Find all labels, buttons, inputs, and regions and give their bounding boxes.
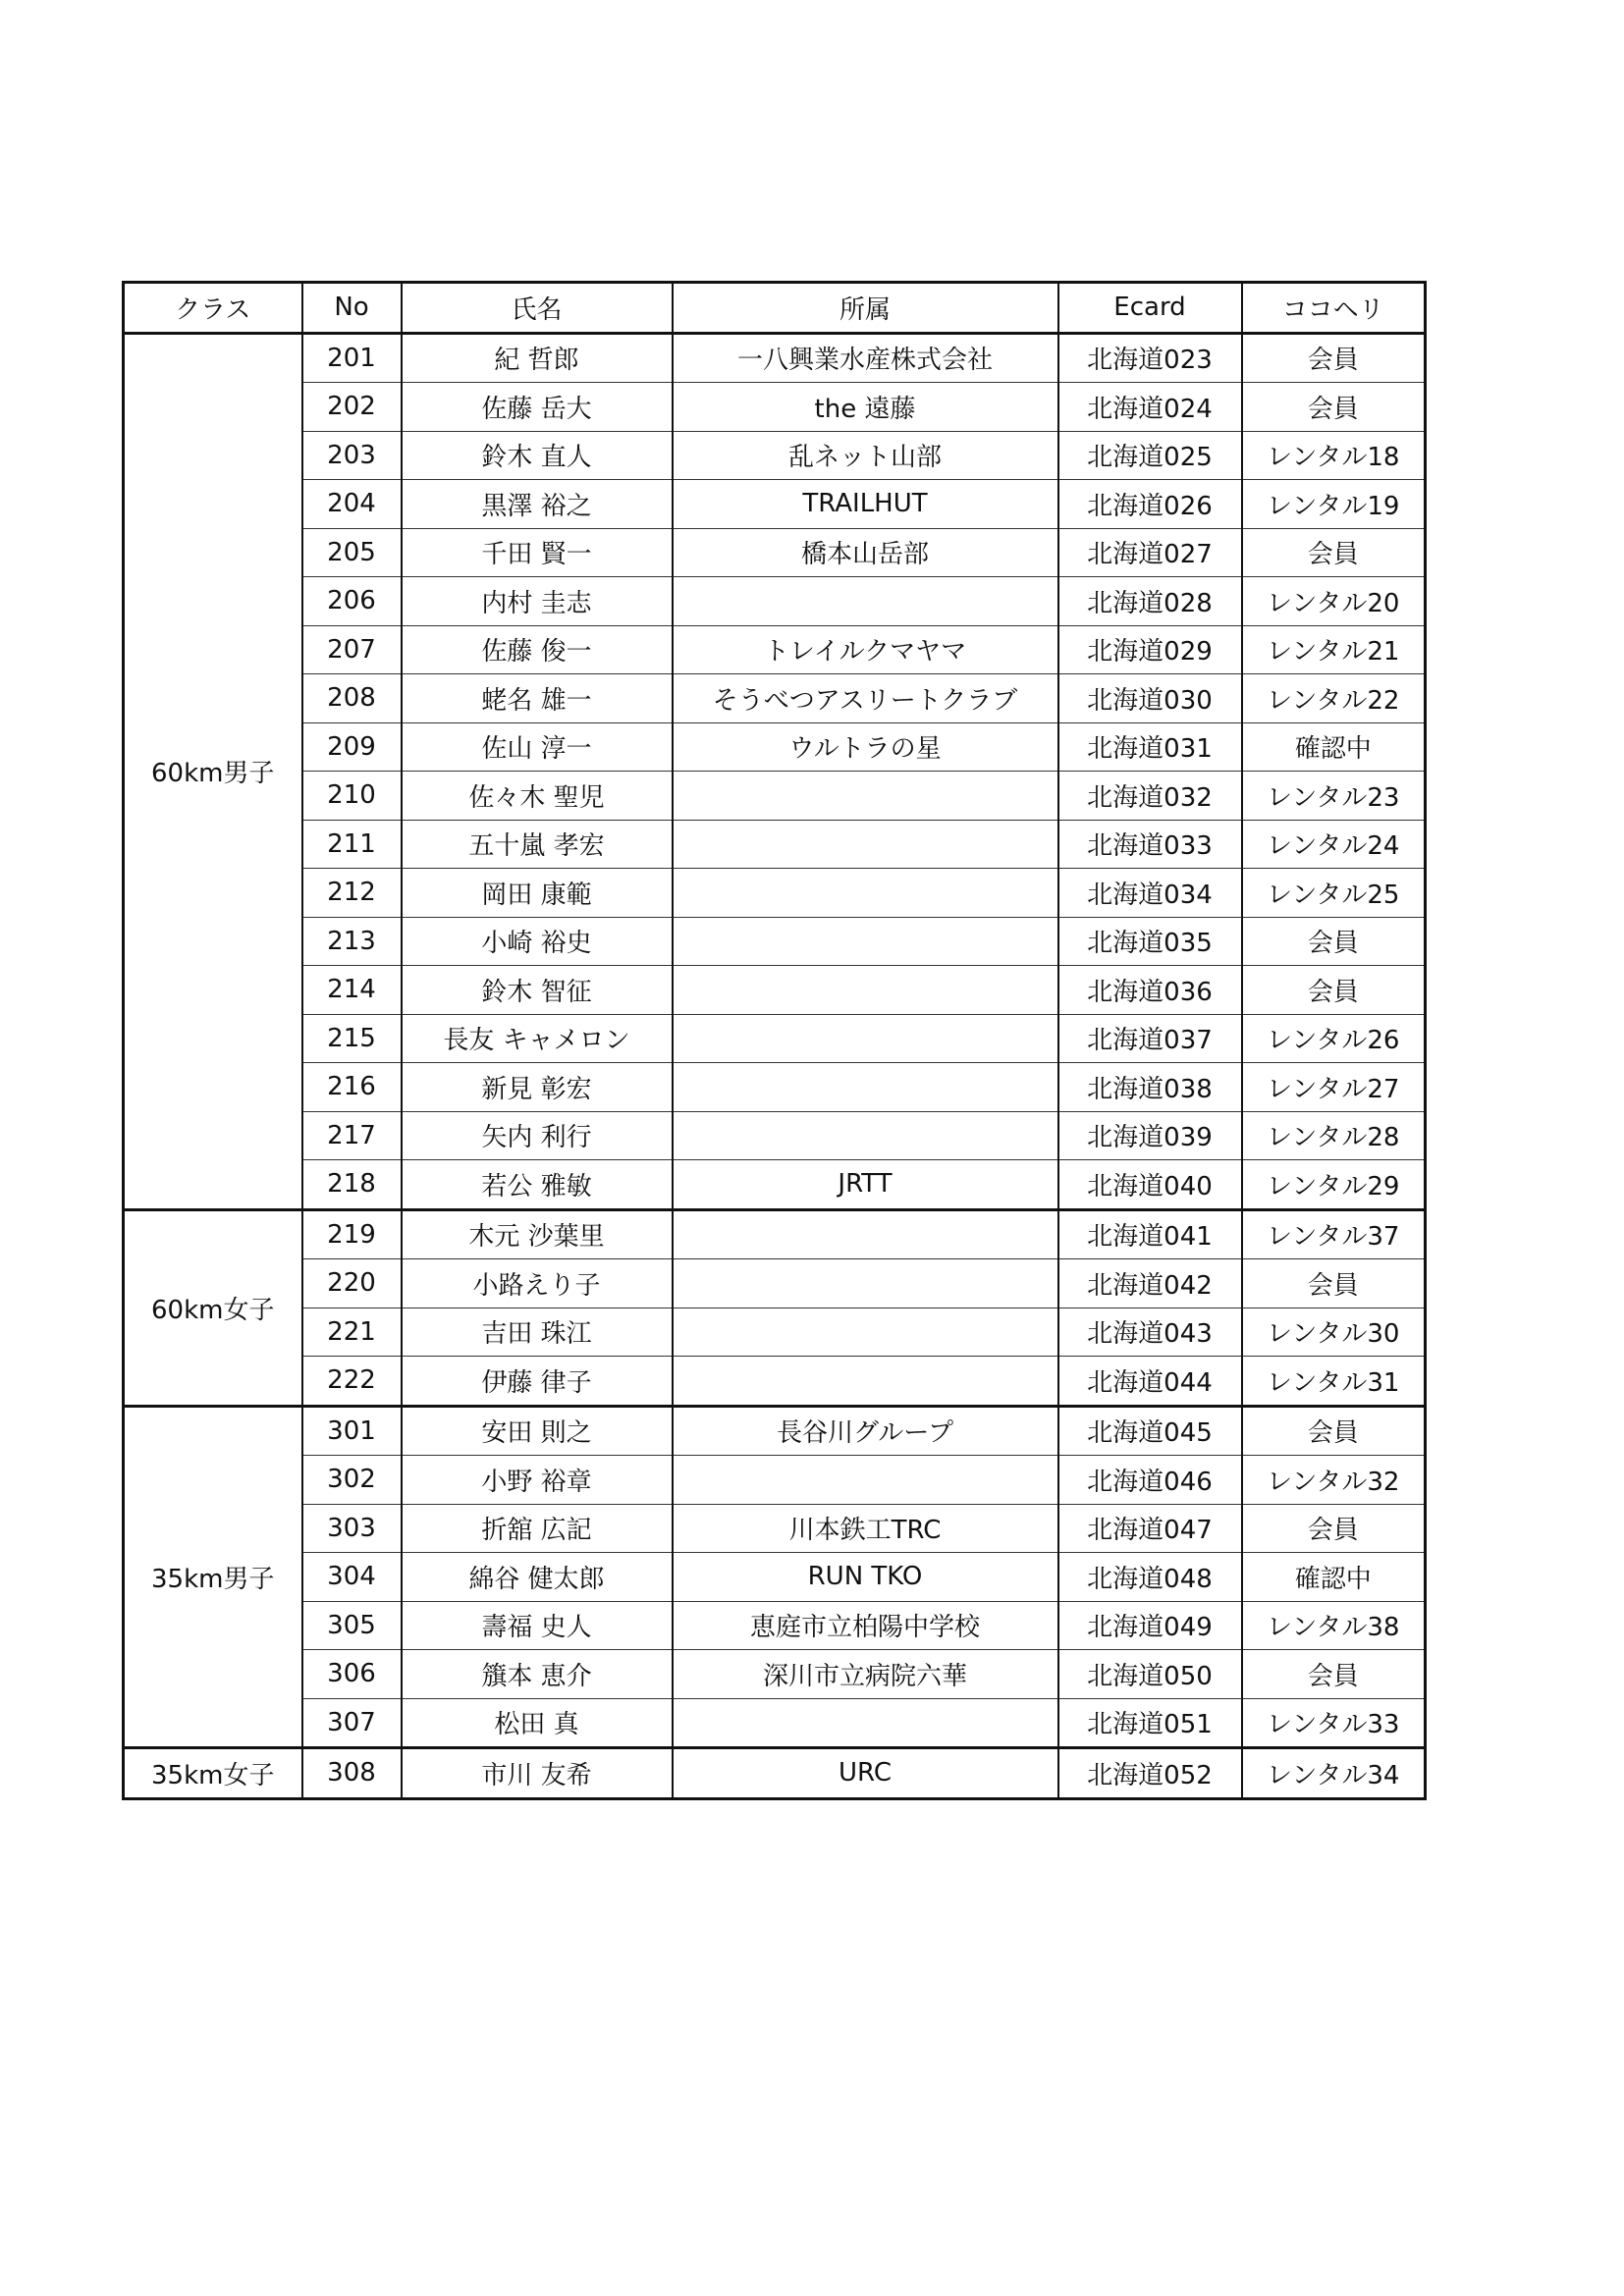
name-cell: 佐藤 俊一 (402, 625, 673, 674)
ecard-cell: 北海道040 (1058, 1160, 1242, 1210)
no-cell: 220 (302, 1259, 402, 1308)
no-cell: 301 (302, 1406, 402, 1456)
header-class: クラス (124, 283, 302, 334)
cocoheli-cell: 確認中 (1242, 722, 1426, 772)
affiliation-cell: 一八興業水産株式会社 (673, 333, 1058, 383)
ecard-cell: 北海道033 (1058, 820, 1242, 869)
class-cell: 35km女子 (124, 1748, 302, 1799)
affiliation-cell: 長谷川グループ (673, 1406, 1058, 1456)
name-cell: 佐山 淳一 (402, 722, 673, 772)
affiliation-cell (673, 772, 1058, 821)
no-cell: 214 (302, 966, 402, 1015)
ecard-cell: 北海道045 (1058, 1406, 1242, 1456)
no-cell: 211 (302, 820, 402, 869)
ecard-cell: 北海道027 (1058, 528, 1242, 577)
ecard-cell: 北海道044 (1058, 1357, 1242, 1407)
ecard-cell: 北海道052 (1058, 1748, 1242, 1799)
cocoheli-cell: レンタル34 (1242, 1748, 1426, 1799)
no-cell: 221 (302, 1308, 402, 1357)
affiliation-cell: RUN TKO (673, 1553, 1058, 1602)
affiliation-cell (673, 1308, 1058, 1357)
cocoheli-cell: レンタル28 (1242, 1111, 1426, 1160)
no-cell: 212 (302, 869, 402, 918)
name-cell: 佐々木 聖児 (402, 772, 673, 821)
table-row (124, 917, 1426, 966)
ecard-cell: 北海道037 (1058, 1014, 1242, 1063)
table-row (124, 1698, 1426, 1748)
ecard-cell: 北海道043 (1058, 1308, 1242, 1357)
cocoheli-cell: レンタル20 (1242, 577, 1426, 626)
no-cell: 222 (302, 1357, 402, 1407)
table-row (124, 1063, 1426, 1112)
class-cell: 60km女子 (124, 1209, 302, 1406)
no-cell: 205 (302, 528, 402, 577)
name-cell: 矢内 利行 (402, 1111, 673, 1160)
ecard-cell: 北海道031 (1058, 722, 1242, 772)
affiliation-cell: ウルトラの星 (673, 722, 1058, 772)
cocoheli-cell: レンタル27 (1242, 1063, 1426, 1112)
ecard-cell: 北海道036 (1058, 966, 1242, 1015)
name-cell: 鈴木 智征 (402, 966, 673, 1015)
affiliation-cell: JRTT (673, 1160, 1058, 1210)
cocoheli-cell: レンタル30 (1242, 1308, 1426, 1357)
name-cell: 内村 圭志 (402, 577, 673, 626)
cocoheli-cell: 会員 (1242, 1406, 1426, 1456)
cocoheli-cell: レンタル33 (1242, 1698, 1426, 1748)
no-cell: 207 (302, 625, 402, 674)
name-cell: 佐藤 岳大 (402, 383, 673, 432)
table-row (124, 1553, 1426, 1602)
no-cell: 302 (302, 1456, 402, 1505)
name-cell: 若公 雅敏 (402, 1160, 673, 1210)
affiliation-cell: TRAILHUT (673, 480, 1058, 529)
table-header (124, 283, 1426, 334)
class-group (124, 1209, 1426, 1406)
cocoheli-cell: レンタル37 (1242, 1209, 1426, 1259)
no-cell: 208 (302, 674, 402, 723)
name-cell: 吉田 珠江 (402, 1308, 673, 1357)
ecard-cell: 北海道023 (1058, 333, 1242, 383)
table-row (124, 1259, 1426, 1308)
no-cell: 219 (302, 1209, 402, 1259)
no-cell: 307 (302, 1698, 402, 1748)
affiliation-cell (673, 820, 1058, 869)
no-cell: 303 (302, 1504, 402, 1553)
entry-list-table (122, 281, 1427, 1800)
table-row (124, 966, 1426, 1015)
affiliation-cell (673, 966, 1058, 1015)
class-cell: 60km男子 (124, 333, 302, 1209)
table-row (124, 383, 1426, 432)
no-cell: 201 (302, 333, 402, 383)
cocoheli-cell: 会員 (1242, 383, 1426, 432)
cocoheli-cell: 会員 (1242, 966, 1426, 1015)
table-row (124, 722, 1426, 772)
no-cell: 203 (302, 431, 402, 480)
name-cell: 木元 沙葉里 (402, 1209, 673, 1259)
ecard-cell: 北海道025 (1058, 431, 1242, 480)
no-cell: 206 (302, 577, 402, 626)
affiliation-cell (673, 1456, 1058, 1505)
affiliation-cell: the 遠藤 (673, 383, 1058, 432)
table-row (124, 1111, 1426, 1160)
ecard-cell: 北海道047 (1058, 1504, 1242, 1553)
cocoheli-cell: 確認中 (1242, 1553, 1426, 1602)
name-cell: 折舘 広記 (402, 1504, 673, 1553)
cocoheli-cell: 会員 (1242, 917, 1426, 966)
no-cell: 305 (302, 1601, 402, 1650)
affiliation-cell (673, 869, 1058, 918)
name-cell: 五十嵐 孝宏 (402, 820, 673, 869)
table-row (124, 1650, 1426, 1699)
header-no: No (302, 283, 402, 334)
no-cell: 218 (302, 1160, 402, 1210)
affiliation-cell: URC (673, 1748, 1058, 1799)
table-row (124, 577, 1426, 626)
name-cell: 伊藤 律子 (402, 1357, 673, 1407)
class-cell: 35km男子 (124, 1406, 302, 1748)
name-cell: 籏本 恵介 (402, 1650, 673, 1699)
cocoheli-cell: 会員 (1242, 1504, 1426, 1553)
ecard-cell: 北海道029 (1058, 625, 1242, 674)
table-row (124, 1504, 1426, 1553)
affiliation-cell (673, 1063, 1058, 1112)
table-row (124, 1014, 1426, 1063)
table-row (124, 333, 1426, 383)
table-row (124, 1456, 1426, 1505)
cocoheli-cell: レンタル31 (1242, 1357, 1426, 1407)
no-cell: 213 (302, 917, 402, 966)
name-cell: 千田 賢一 (402, 528, 673, 577)
cocoheli-cell: レンタル23 (1242, 772, 1426, 821)
class-group (124, 1406, 1426, 1748)
ecard-cell: 北海道030 (1058, 674, 1242, 723)
cocoheli-cell: レンタル19 (1242, 480, 1426, 529)
table-row (124, 1160, 1426, 1210)
table-row (124, 869, 1426, 918)
no-cell: 216 (302, 1063, 402, 1112)
no-cell: 215 (302, 1014, 402, 1063)
class-group (124, 333, 1426, 1209)
name-cell: 長友 キャメロン (402, 1014, 673, 1063)
affiliation-cell (673, 1014, 1058, 1063)
ecard-cell: 北海道041 (1058, 1209, 1242, 1259)
header-cocoheli: ココヘリ (1242, 283, 1426, 334)
cocoheli-cell: 会員 (1242, 333, 1426, 383)
cocoheli-cell: レンタル21 (1242, 625, 1426, 674)
table-row (124, 1209, 1426, 1259)
name-cell: 安田 則之 (402, 1406, 673, 1456)
ecard-cell: 北海道049 (1058, 1601, 1242, 1650)
name-cell: 小野 裕章 (402, 1456, 673, 1505)
affiliation-cell: 乱ネット山部 (673, 431, 1058, 480)
affiliation-cell (673, 1111, 1058, 1160)
cocoheli-cell: レンタル22 (1242, 674, 1426, 723)
cocoheli-cell: レンタル38 (1242, 1601, 1426, 1650)
name-cell: 黒澤 裕之 (402, 480, 673, 529)
no-cell: 304 (302, 1553, 402, 1602)
affiliation-cell (673, 1259, 1058, 1308)
affiliation-cell (673, 1209, 1058, 1259)
cocoheli-cell: レンタル29 (1242, 1160, 1426, 1210)
name-cell: 小崎 裕史 (402, 917, 673, 966)
ecard-cell: 北海道028 (1058, 577, 1242, 626)
name-cell: 市川 友希 (402, 1748, 673, 1799)
no-cell: 306 (302, 1650, 402, 1699)
ecard-cell: 北海道035 (1058, 917, 1242, 966)
no-cell: 308 (302, 1748, 402, 1799)
ecard-cell: 北海道046 (1058, 1456, 1242, 1505)
cocoheli-cell: レンタル18 (1242, 431, 1426, 480)
ecard-cell: 北海道038 (1058, 1063, 1242, 1112)
table-row (124, 1308, 1426, 1357)
name-cell: 綿谷 健太郎 (402, 1553, 673, 1602)
affiliation-cell: トレイルクマヤマ (673, 625, 1058, 674)
name-cell: 紀 哲郎 (402, 333, 673, 383)
ecard-cell: 北海道032 (1058, 772, 1242, 821)
ecard-cell: 北海道026 (1058, 480, 1242, 529)
ecard-cell: 北海道024 (1058, 383, 1242, 432)
table-row (124, 528, 1426, 577)
name-cell: 小路えり子 (402, 1259, 673, 1308)
ecard-cell: 北海道050 (1058, 1650, 1242, 1699)
table-row (124, 674, 1426, 723)
name-cell: 岡田 康範 (402, 869, 673, 918)
no-cell: 217 (302, 1111, 402, 1160)
table-row (124, 1357, 1426, 1407)
cocoheli-cell: レンタル24 (1242, 820, 1426, 869)
name-cell: 鈴木 直人 (402, 431, 673, 480)
affiliation-cell (673, 1698, 1058, 1748)
table-row (124, 625, 1426, 674)
no-cell: 204 (302, 480, 402, 529)
name-cell: 松田 真 (402, 1698, 673, 1748)
cocoheli-cell: レンタル26 (1242, 1014, 1426, 1063)
table-row (124, 1406, 1426, 1456)
name-cell: 新見 彰宏 (402, 1063, 673, 1112)
name-cell: 壽福 史人 (402, 1601, 673, 1650)
affiliation-cell (673, 917, 1058, 966)
table-row (124, 1748, 1426, 1799)
table-row (124, 1601, 1426, 1650)
class-group (124, 1748, 1426, 1799)
no-cell: 202 (302, 383, 402, 432)
table-row (124, 772, 1426, 821)
header-row (124, 283, 1426, 334)
table-row (124, 431, 1426, 480)
header-ecard: Ecard (1058, 283, 1242, 334)
ecard-cell: 北海道042 (1058, 1259, 1242, 1308)
affiliation-cell: 川本鉄工TRC (673, 1504, 1058, 1553)
cocoheli-cell: 会員 (1242, 528, 1426, 577)
header-affiliation: 所属 (673, 283, 1058, 334)
affiliation-cell: そうべつアスリートクラブ (673, 674, 1058, 723)
table-row (124, 480, 1426, 529)
header-name: 氏名 (402, 283, 673, 334)
table-row (124, 820, 1426, 869)
no-cell: 209 (302, 722, 402, 772)
ecard-cell: 北海道039 (1058, 1111, 1242, 1160)
cocoheli-cell: 会員 (1242, 1259, 1426, 1308)
affiliation-cell (673, 577, 1058, 626)
ecard-cell: 北海道051 (1058, 1698, 1242, 1748)
cocoheli-cell: 会員 (1242, 1650, 1426, 1699)
cocoheli-cell: レンタル32 (1242, 1456, 1426, 1505)
name-cell: 蛯名 雄一 (402, 674, 673, 723)
affiliation-cell: 橋本山岳部 (673, 528, 1058, 577)
ecard-cell: 北海道048 (1058, 1553, 1242, 1602)
cocoheli-cell: レンタル25 (1242, 869, 1426, 918)
affiliation-cell (673, 1357, 1058, 1407)
no-cell: 210 (302, 772, 402, 821)
affiliation-cell: 恵庭市立柏陽中学校 (673, 1601, 1058, 1650)
ecard-cell: 北海道034 (1058, 869, 1242, 918)
affiliation-cell: 深川市立病院六華 (673, 1650, 1058, 1699)
